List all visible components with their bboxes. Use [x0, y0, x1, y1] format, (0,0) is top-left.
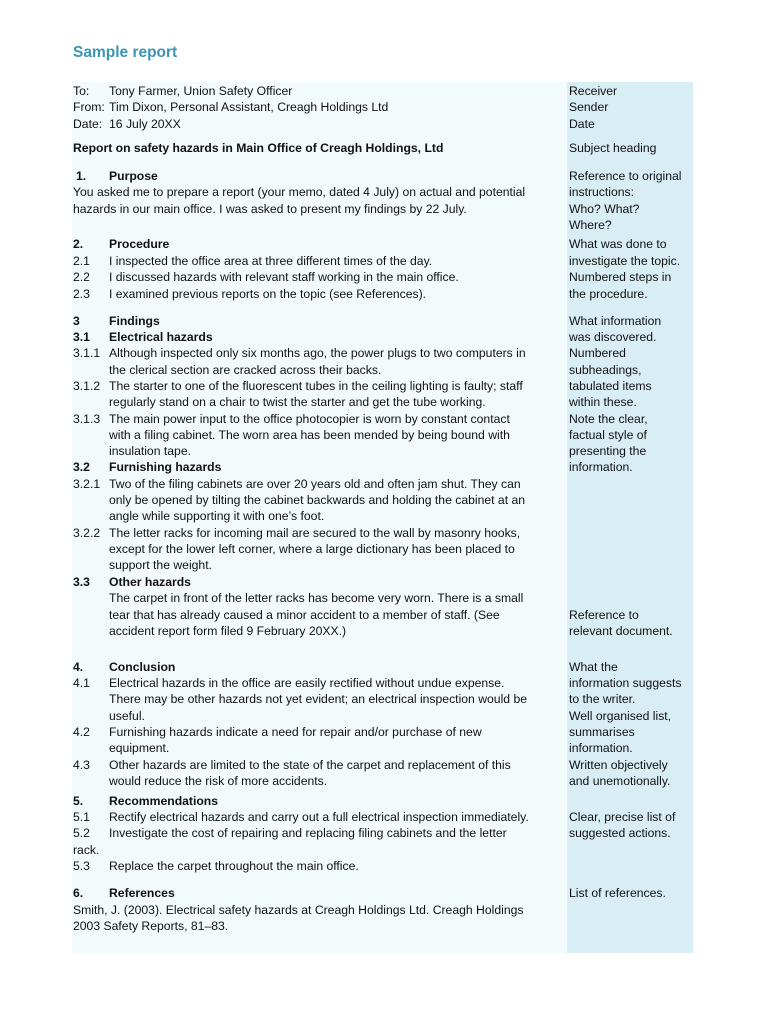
finding-line: support the weight. [109, 558, 212, 572]
finding-line: The letter racks for incoming mail are secured to the wall by masonry hooks, [109, 526, 521, 540]
note-line: Numbered [569, 346, 626, 360]
note-sender: Sender [569, 100, 609, 114]
note-line: What was done to [569, 237, 667, 251]
section-number: 4. [73, 660, 84, 674]
item-number: 4.3 [73, 758, 90, 772]
item-number: 5.3 [73, 859, 90, 873]
note-line: and unemotionally. [569, 774, 671, 788]
section-heading-purpose: Purpose [109, 169, 158, 183]
note-line: information. [569, 460, 633, 474]
conclusion-line: useful. [109, 709, 145, 723]
note-line: summarises [569, 725, 635, 739]
section-heading-recommendations: Recommendations [109, 794, 219, 808]
note-line: Where? [569, 218, 612, 232]
note-subject: Subject heading [569, 141, 657, 155]
finding-line: angle while supporting it with one’s foot. [109, 509, 325, 523]
finding-line: only be opened by tilting the cabinet backwards and holding the cabinet at an [109, 493, 526, 507]
note-line: Numbered steps in [569, 270, 672, 284]
finding-line: The main power input to the office photocopier is worn by constant contact [109, 412, 510, 426]
note-line: presenting the [569, 444, 647, 458]
conclusion-line: would reduce the risk of more accidents. [109, 774, 328, 788]
conclusion-line: Furnishing hazards indicate a need for repair and/or purchase of new [109, 725, 482, 739]
subsection-number: 3.1 [73, 330, 90, 344]
recommendation-line: Investigate the cost of repairing and replacing filing cabinets and the letter [109, 826, 507, 840]
note-line: Who? What? [569, 202, 640, 216]
finding-line: accident report form filed 9 February 20XX.) [109, 624, 347, 638]
recommendation-line: Rectify electrical hazards and carry out a full electrical inspection immediately. [109, 810, 529, 824]
note-line: Clear, precise list of [569, 810, 676, 824]
item-number: 3.1.2 [73, 379, 101, 393]
paragraph-line: You asked me to prepare a report (your memo, dated 4 July) on actual and potential [73, 185, 526, 199]
section-heading-references: References [109, 886, 175, 900]
note-line: relevant document. [569, 624, 673, 638]
item-number: 5.1 [73, 810, 90, 824]
finding-line: regularly stand on a chair to twist the starter and get the tube working. [109, 395, 486, 409]
page-title: Sample report [73, 44, 178, 61]
subsection-heading-electrical: Electrical hazards [109, 330, 213, 344]
note-line: investigate the topic. [569, 254, 681, 268]
note-date: Date [569, 117, 595, 131]
note-line: information. [569, 741, 633, 755]
section-number: 5. [73, 794, 84, 808]
note-line: within these. [569, 395, 637, 409]
finding-line: The starter to one of the fluorescent tubes in the ceiling lighting is faulty; staff [109, 379, 523, 393]
section-heading-findings: Findings [109, 314, 160, 328]
item-number: 4.1 [73, 676, 90, 690]
note-line: Well organised list, [569, 709, 672, 723]
reference-line: 2003 Safety Reports, 81–83. [73, 919, 229, 933]
finding-line: insulation tape. [109, 444, 191, 458]
recommendation-line: rack. [73, 843, 100, 857]
subsection-heading-other: Other hazards [109, 575, 191, 589]
note-line: What information [569, 314, 662, 328]
note-line: factual style of [569, 428, 647, 442]
note-line: suggested actions. [569, 826, 671, 840]
date-value: 16 July 20XX [109, 117, 181, 131]
note-line: tabulated items [569, 379, 652, 393]
section-number: 3 [73, 314, 80, 328]
finding-line: Although inspected only six months ago, the power plugs to two computers in [109, 346, 526, 360]
note-line: to the writer. [569, 692, 636, 706]
procedure-item: I inspected the office area at three different times of the day. [109, 254, 433, 268]
conclusion-line: There may be other hazards not yet evident; an electrical inspection would be [109, 692, 527, 706]
reference-line: Smith, J. (2003). Electrical safety hazards at Creagh Holdings Ltd. Creagh Holdings [73, 903, 524, 917]
note-receiver: Receiver [569, 84, 618, 98]
note-line: information suggests [569, 676, 682, 690]
subsection-heading-furnishing: Furnishing hazards [109, 460, 222, 474]
section-number: 2. [73, 237, 84, 251]
item-number: 3.1.1 [73, 346, 101, 360]
note-line: the procedure. [569, 287, 648, 301]
paragraph-line: hazards in our main office. I was asked to present my findings by 22 July. [73, 202, 467, 216]
note-line: subheadings, [569, 363, 642, 377]
item-number: 4.2 [73, 725, 90, 739]
procedure-item: I examined previous reports on the topic (see References). [109, 287, 427, 301]
item-number: 3.1.3 [73, 412, 101, 426]
item-number: 2.3 [73, 287, 90, 301]
item-number: 2.2 [73, 270, 90, 284]
note-line: Reference to original [569, 169, 682, 183]
recommendation-line: Replace the carpet throughout the main office. [109, 859, 359, 873]
note-line: instructions: [569, 185, 635, 199]
section-heading-procedure: Procedure [109, 237, 170, 251]
subject-heading: Report on safety hazards in Main Office of Creagh Holdings, Ltd [73, 141, 444, 155]
finding-line: except for the lower left corner, where a large dictionary has been placed to [109, 542, 515, 556]
item-number: 5.2 [73, 826, 90, 840]
item-number: 2.1 [73, 254, 90, 268]
conclusion-line: equipment. [109, 741, 170, 755]
note-line: was discovered. [569, 330, 657, 344]
conclusion-line: Electrical hazards in the office are easily rectified without undue expense. [109, 676, 505, 690]
item-number: 3.2.2 [73, 526, 101, 540]
from-label: From: [73, 100, 105, 114]
note-line: What the [569, 660, 618, 674]
date-label: Date: [73, 117, 103, 131]
section-number: 1. [76, 169, 87, 183]
subsection-number: 3.3 [73, 575, 90, 589]
finding-line: The carpet in front of the letter racks has become very worn. There is a small [109, 591, 524, 605]
finding-line: Two of the filing cabinets are over 20 years old and often jam shut. They can [109, 477, 521, 491]
finding-line: with a filing cabinet. The worn area has been mended by being bound with [109, 428, 510, 442]
item-number: 3.2.1 [73, 477, 101, 491]
to-value: Tony Farmer, Union Safety Officer [109, 84, 293, 98]
conclusion-line: Other hazards are limited to the state of the carpet and replacement of this [109, 758, 511, 772]
procedure-item: I discussed hazards with relevant staff working in the main office. [109, 270, 459, 284]
note-line: Reference to [569, 608, 639, 622]
note-line: Written objectively [569, 758, 668, 772]
note-line: Note the clear, [569, 412, 648, 426]
note-references: List of references. [569, 886, 666, 900]
finding-line: tear that has already caused a minor accident to a member of staff. (See [109, 608, 500, 622]
section-heading-conclusion: Conclusion [109, 660, 176, 674]
subsection-number: 3.2 [73, 460, 90, 474]
from-value: Tim Dixon, Personal Assistant, Creagh Holdings Ltd [109, 100, 389, 114]
finding-line: the clerical section are cracked across their backs. [109, 363, 382, 377]
to-label: To: [73, 84, 90, 98]
section-number: 6. [73, 886, 84, 900]
